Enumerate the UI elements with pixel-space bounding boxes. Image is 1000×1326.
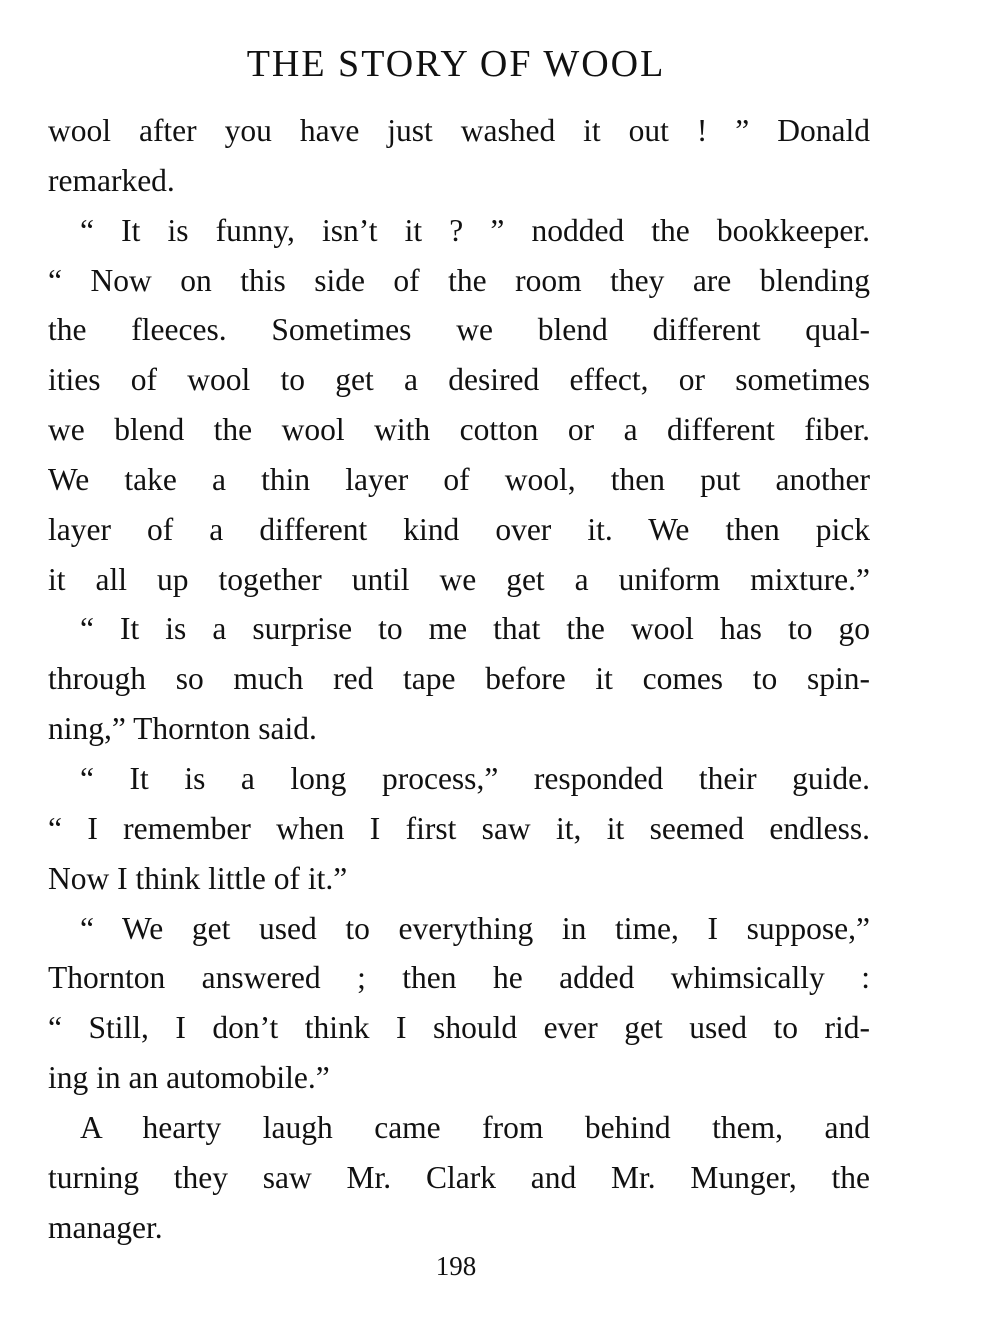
text-line: “ Still, I don’t think I should ever get used to rid- <box>48 1010 870 1046</box>
text-line: the fleeces. Sometimes we blend different qual- <box>48 312 870 348</box>
page-number: 198 <box>435 1251 477 1281</box>
text-line: ities of wool to get a desired effect, or sometimes <box>48 362 870 398</box>
text-line: “ It is funny, isn’t it ? ” nodded the bookkeeper. <box>80 212 870 248</box>
body-text <box>48 106 870 1252</box>
text-line: We take a thin layer of wool, then put another <box>48 461 870 497</box>
text-line: manager. <box>48 1209 163 1245</box>
text-line: through so much red tape before it comes to spin- <box>48 661 870 697</box>
text-line: it all up together until we get a uniform mixture.” <box>48 561 870 597</box>
text-line: “ It is a long process,” responded their guide. <box>80 760 870 796</box>
text-line: “ Now on this side of the room they are blending <box>48 262 870 298</box>
text-line: wool after you have just washed it out ! ” Donald <box>48 113 870 148</box>
text-line: “ I remember when I first saw it, it seemed endless. <box>48 810 870 846</box>
text-line: layer of a different kind over it. We then pick <box>48 511 870 547</box>
text-line: A hearty laugh came from behind them, and <box>80 1109 870 1145</box>
text-line: ning,” Thornton said. <box>48 711 317 747</box>
text-line: remarked. <box>48 162 175 198</box>
text-line: Thornton answered ; then he added whimsically : <box>48 960 870 996</box>
text-line: we blend the wool with cotton or a different fiber. <box>48 412 870 448</box>
text-line: turning they saw Mr. Clark and Mr. Munger, the <box>48 1159 870 1195</box>
text-line: Now I think little of it.” <box>48 860 348 896</box>
text-line: “ We get used to everything in time, I suppose,” <box>80 910 870 946</box>
text-line: ing in an automobile.” <box>48 1060 330 1096</box>
running-head: THE STORY OF WOOL <box>246 43 666 85</box>
text-line: “ It is a surprise to me that the wool has to go <box>80 611 870 647</box>
